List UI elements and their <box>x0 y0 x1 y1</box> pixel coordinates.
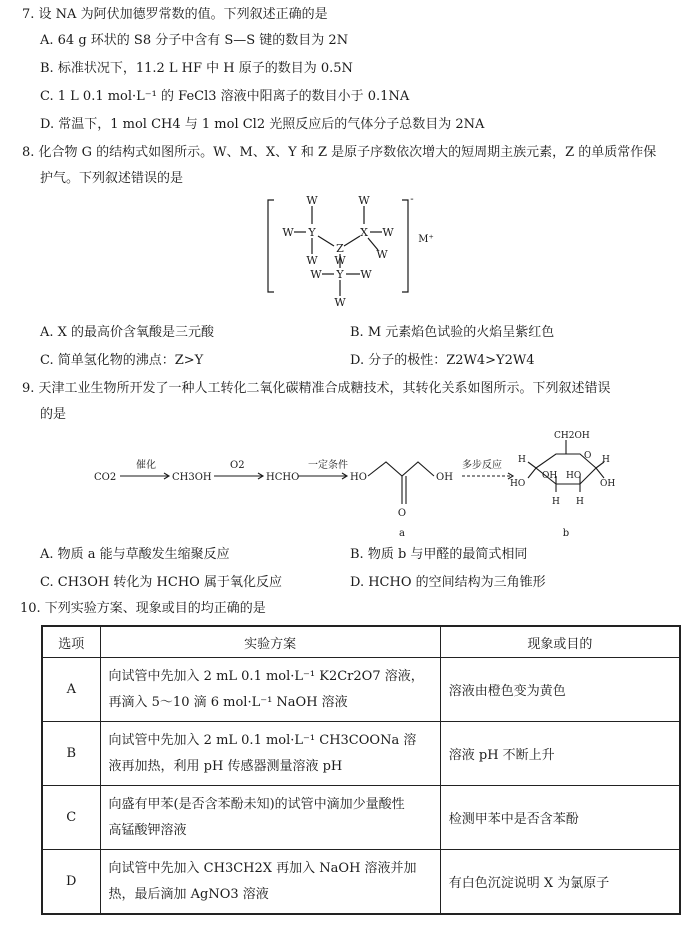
q9-stem-line2: 的是 <box>40 407 67 422</box>
atom-w: W <box>310 268 322 281</box>
charge-label: - <box>410 194 414 205</box>
row-result: 溶液由橙色变为黄色 <box>440 658 679 722</box>
row-result: 溶液 pH 不断上升 <box>440 722 679 786</box>
condition-o2: O2 <box>230 460 245 471</box>
ring-h-label: H <box>552 497 560 507</box>
q9-option-a: A. 物质 a 能与草酸发生缩聚反应 <box>40 547 230 562</box>
row-option: B <box>43 722 101 786</box>
ring-h-label: H <box>518 455 526 465</box>
q9-option-c: C. CH3OH 转化为 HCHO 属于氧化反应 <box>40 575 282 590</box>
q10-table <box>42 626 680 914</box>
q7-option-a: A. 64 g 环状的 S8 分子中含有 S—S 键的数目为 2N <box>40 33 349 48</box>
oh-label: OH <box>436 472 453 483</box>
plan-line2: 高锰酸钾溶液 <box>108 822 187 838</box>
plan-line1: 向试管中先加入 2 mL 0.1 mol·L⁻¹ CH3COONa 溶 <box>108 732 417 748</box>
atom-y: Y <box>336 268 344 281</box>
ch2oh-label: CH2OH <box>554 431 590 441</box>
plan-line1: 向盛有甲苯(是否含苯酚未知)的试管中滴加少量酸性 <box>108 796 405 812</box>
counter-ion-label: M⁺ <box>418 234 434 245</box>
row-plan <box>100 850 440 914</box>
ring-h-label: H <box>576 497 584 507</box>
q8-stem-line1: 8. 化合物 G 的结构式如图所示。W、M、X、Y 和 Z 是原子序数依次增大的短周期主族元素，Z 的单质常作保 <box>22 145 657 160</box>
atom-z: Z <box>336 242 344 255</box>
header-result: 现象或目的 <box>440 627 679 658</box>
q9-stem-line1: 9. 天津工业生物所开发了一种人工转化二氧化碳精准合成糖技术，其转化关系如图所示。下列叙述错误 <box>22 381 611 396</box>
row-plan <box>100 786 440 850</box>
q7-stem: 7. 设 NA 为阿伏加德罗常数的值。下列叙述正确的是 <box>22 7 328 22</box>
atom-w: W <box>376 248 388 261</box>
q10-stem: 10. 下列实验方案、现象或目的均正确的是 <box>20 601 266 616</box>
ring-h-label: H <box>602 455 610 465</box>
ring-oh-label: OH <box>600 479 616 489</box>
label-b: b <box>562 528 570 539</box>
condition-multistep: 多步反应 <box>462 460 502 471</box>
row-option: A <box>43 658 101 722</box>
plan-line2: 液再加热，利用 pH 传感器测量溶液 pH <box>108 758 343 774</box>
q7-option-c: C. 1 L 0.1 mol·L⁻¹ 的 FeCl3 溶液中阳离子的数目小于 0.1NA <box>40 89 410 104</box>
q9-reaction-scheme <box>90 428 616 540</box>
ring-ho-label: HO <box>566 471 582 481</box>
label-a: a <box>399 528 405 539</box>
q8-option-d: D. 分子的极性：Z2W4>Y2W4 <box>350 353 535 368</box>
row-result: 有白色沉淀说明 X 为氯原子 <box>440 850 679 914</box>
table-row <box>43 786 680 850</box>
q8-option-c: C. 简单氢化物的沸点：Z>Y <box>40 353 204 368</box>
row-plan <box>100 722 440 786</box>
atom-w: W <box>306 254 318 267</box>
q8-stem-line2: 护气。下列叙述错误的是 <box>40 171 184 186</box>
atom-y: Y <box>308 226 316 239</box>
co2-label: CO2 <box>94 472 117 483</box>
plan-line2: 热，最后滴加 AgNO3 溶液 <box>108 886 269 902</box>
plan-line1: 向试管中先加入 2 mL 0.1 mol·L⁻¹ K2Cr2O7 溶液， <box>108 668 424 684</box>
ch3oh-label: CH3OH <box>172 472 212 483</box>
q8-structure-diagram <box>260 192 440 314</box>
plan-line1: 向试管中先加入 CH3CH2X 再加入 NaOH 溶液并加 <box>108 860 417 876</box>
q7-option-b: B. 标准状况下，11.2 L HF 中 H 原子的数目为 0.5N <box>40 61 353 76</box>
q9-option-d: D. HCHO 的空间结构为三角锥形 <box>350 575 546 590</box>
atom-w: W <box>334 254 346 267</box>
condition-catalyst: 催化 <box>136 460 156 471</box>
atom-w: W <box>306 194 318 207</box>
ho-label: HO <box>350 472 367 483</box>
row-option: C <box>43 786 101 850</box>
table-row <box>43 850 680 914</box>
atom-w: W <box>358 194 370 207</box>
atom-w: W <box>282 226 294 239</box>
row-option: D <box>43 850 101 914</box>
atom-w: W <box>334 296 346 309</box>
carbonyl-o-label: O <box>397 508 407 519</box>
atom-x: X <box>360 226 368 239</box>
q7-option-d: D. 常温下，1 mol CH4 与 1 mol Cl2 光照反应后的气体分子总数目为 2NA <box>40 117 485 132</box>
q8-option-a: A. X 的最高价含氧酸是三元酸 <box>40 325 215 340</box>
q9-option-b: B. 物质 b 与甲醛的最简式相同 <box>350 547 528 562</box>
row-result: 检测甲苯中是否含苯酚 <box>440 786 679 850</box>
header-option: 选项 <box>43 627 101 658</box>
ring-o-label: O <box>584 451 592 461</box>
atom-w: W <box>382 226 394 239</box>
row-plan <box>100 658 440 722</box>
atom-w: W <box>360 268 372 281</box>
table-row <box>43 722 680 786</box>
condition-certain: 一定条件 <box>308 460 348 471</box>
ring-ho-label: HO <box>510 479 526 489</box>
plan-line2: 再滴入 5～10 滴 6 mol·L⁻¹ NaOH 溶液 <box>108 694 348 710</box>
table-header-row <box>43 627 680 658</box>
q8-option-b: B. M 元素焰色试验的火焰呈紫红色 <box>350 325 555 340</box>
table-row <box>43 658 680 722</box>
hcho-label: HCHO <box>266 472 300 483</box>
ring-oh-label: OH <box>542 471 558 481</box>
header-plan: 实验方案 <box>100 627 440 658</box>
